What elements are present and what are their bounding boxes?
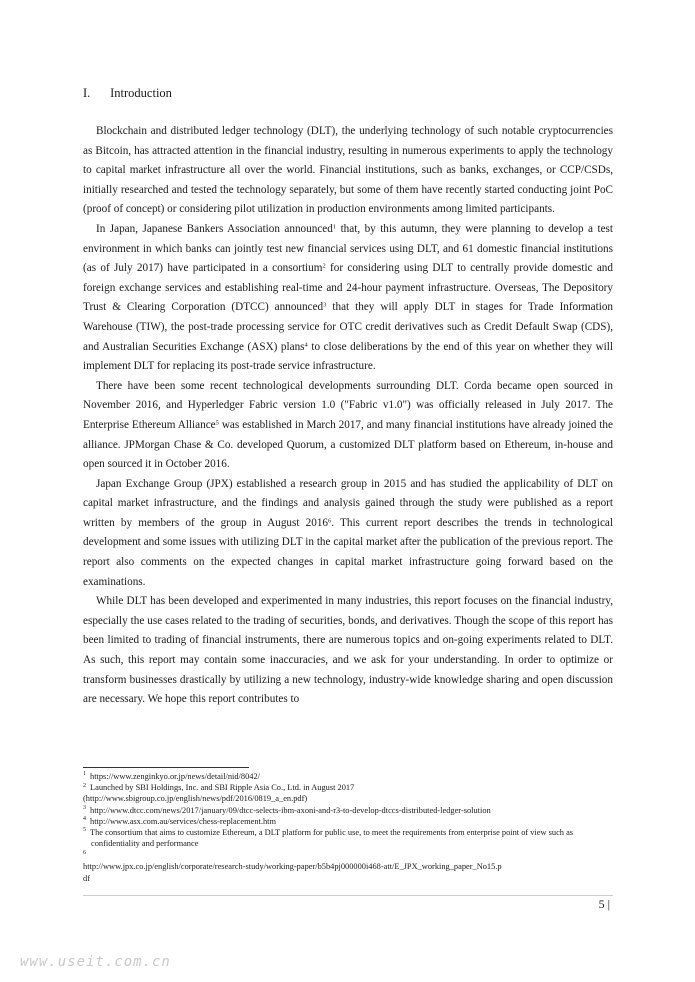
footnote-ref: 5	[215, 419, 219, 427]
text-run: Blockchain and distributed ledger technology (DLT), the underlying technology of such notable cryptocurrencies as Bitcoin, has attracted attention in the financial industry, resulting in numerous experiments to apply the technology to capital market infrastructure all over the world. Financial institutions, such as banks, exchanges, or CCP/CSDs, initially researched and tested the technology separately, but some of them have recently started conducting joint PoC (proof of concept) or considering pilot utilization in production environments among limited participants.	[83, 125, 613, 216]
footnote-line	[83, 849, 613, 861]
footnote-ref: 3	[323, 301, 327, 309]
paragraph	[83, 122, 613, 220]
paragraph	[83, 377, 613, 475]
footnote-mark: 5	[83, 827, 86, 834]
section-number: I.	[83, 86, 91, 100]
footnote-mark: 2	[83, 782, 86, 789]
footnote-text: (http://www.sbigroup.co.jp/english/news/pdf/2016/0819_a_en.pdf)	[83, 794, 308, 804]
page-footer-rule	[83, 895, 613, 896]
footnote-line	[83, 816, 613, 827]
text-run: Japan Exchange Group (JPX) established a research group in 2015 and has studied the applicability of DLT on capital market infrastructure, and the findings and analysis gained through the study were published as a report written by members of the group in August 2016	[83, 477, 613, 529]
text-run: There have been some recent technological developments surrounding DLT. Corda became open sourced in November 2016, and Hyperledger Fabric version 1.0 ("Fabric v1.0") was officially released in July 2017. The Enterprise Ethereum Alliance	[83, 379, 613, 431]
footnotes	[83, 771, 613, 884]
footnote-ref: 4	[304, 340, 308, 348]
footnote-text: http://www.asx.com.au/services/chess-replacement.htm	[90, 816, 276, 826]
footnote-mark: 3	[83, 805, 86, 812]
footnote-line	[83, 805, 613, 816]
footnote-ref: 2	[322, 262, 326, 270]
footnote-text: df	[83, 873, 90, 883]
text-run: was established in March 2017, and many financial institutions have already joined the alliance. JPMorgan Chase & Co. developed Quorum, a customized DLT platform based on Ethereum, in-house and open sourced it in October 2016.	[83, 418, 613, 471]
footnote-mark: 6	[83, 849, 86, 856]
footnote-line	[83, 861, 613, 872]
watermark: www.useit.com.cn	[20, 954, 171, 970]
footnote-mark: 4	[83, 816, 86, 823]
footnote-text: http://www.jpx.co.jp/english/corporate/research-study/working-paper/b5b4pj000000i468-att/E_JPX_working_paper_No15.p	[83, 862, 502, 872]
paragraph	[83, 475, 613, 593]
text-run: to close deliberations by the end of this year on whether they will implement DLT for replacing its post-trade service infrastructure.	[83, 340, 613, 373]
paragraph	[83, 220, 613, 377]
page-number: 5 |	[598, 897, 610, 911]
footnote-ref: 1	[332, 223, 337, 231]
text-run: . This current report describes the trends in technological development and some issues with utilizing DLT in the capital market after the publication of the previous report. The report also comments on the expected changes in capital market infrastructure going forward based on the examinations.	[83, 516, 613, 588]
footnote-ref: 6	[328, 517, 332, 525]
footnote-separator	[83, 767, 249, 768]
paragraph	[83, 592, 613, 710]
footnote-text: Launched by SBI Holdings, Inc. and SBI Ripple Asia Co., Ltd. in August 2017	[90, 783, 355, 793]
footnote-text: http://www.dtcc.com/news/2017/january/09/dtcc-selects-ibm-axoni-and-r3-to-develop-dtccs-distributed-ledger-solution	[90, 805, 491, 815]
footnote-text: https://www.zenginkyo.or.jp/news/detail/nid/8042/	[90, 772, 260, 781]
footnote-text: The consortium that aims to customize Ethereum, a DLT platform for public use, to meet the requirements from enterprise point of view such as confidentiality and performance	[90, 828, 574, 849]
footnote-line	[83, 771, 613, 782]
footnote-line	[83, 793, 613, 804]
footnote-line	[83, 873, 613, 884]
text-run: that, by this autumn, they were planning to develop a test environment in which banks can jointly test new financial services using DLT, and 61 domestic financial institutions (as of July 2017) have participated in a consortium	[83, 222, 614, 275]
footnote-line	[83, 827, 613, 849]
text-run: that they will apply DLT in stages for Trade Information Warehouse (TIW), the post-trade processing service for OTC credit derivatives such as Credit Default Swap (CDS), and Australian Securities Exchange (ASX) plans	[83, 301, 614, 353]
text-run: While DLT has been developed and experimented in many industries, this report focuses on the financial industry, especially the use cases related to the trading of securities, bonds, and derivatives. Though the scope of this report has been limited to trading of financial instruments, there are numerous topics and on-going experiments related to DLT. As such, this report may contain some inaccuracies, and we ask for your understanding. In order to optimize or transform businesses drastically by utilizing a new technology, industry-wide knowledge sharing and open discussion are necessary. We hope this report contributes to	[83, 595, 613, 706]
section-title: Introduction	[110, 86, 172, 100]
body-text	[83, 122, 613, 710]
footnote-line	[83, 782, 613, 793]
text-run: In Japan, Japanese Bankers Association announced	[96, 222, 333, 235]
footnote-mark: 1	[83, 771, 86, 778]
text-run: for considering using DLT to centrally provide domestic and foreign exchange services and establishing real-time and 24-hour payment infrastructure. Overseas, The Depository Trust & Clearing Corporation (DTCC) announced	[83, 262, 613, 314]
section-heading	[83, 86, 172, 101]
